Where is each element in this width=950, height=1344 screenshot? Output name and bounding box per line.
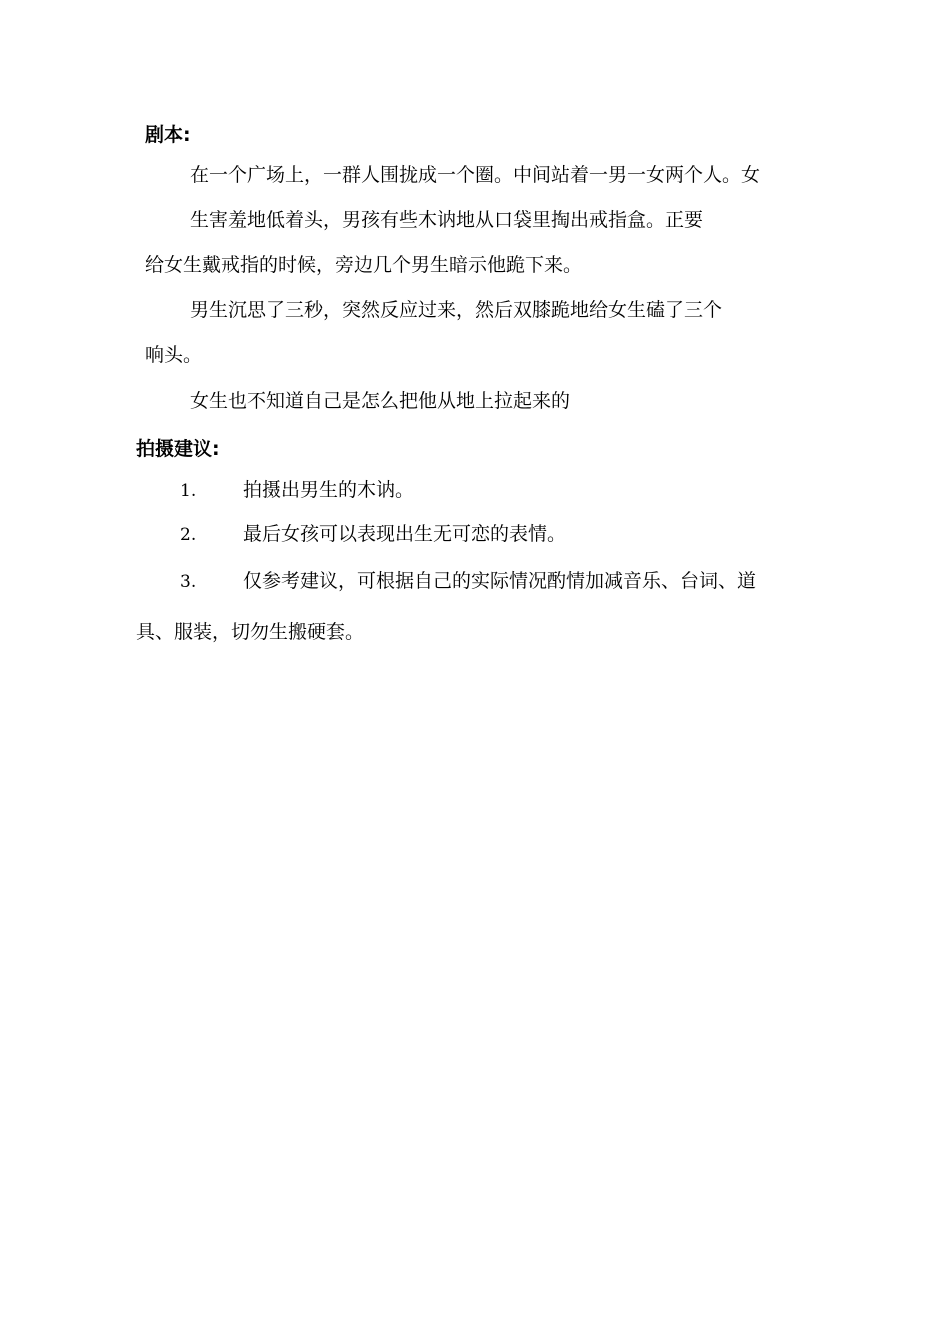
script-line-6: 女生也不知道自己是怎么把他从地上拉起来的 [190,390,571,412]
script-line-1: 在一个广场上，一群人围拢成一个圈。中间站着一男一女两个人。女 [190,164,761,186]
suggestion-text-3: 仅参考建议，可根据自己的实际情况酌情加减音乐、台词、道 [243,570,757,592]
script-heading: 剧本: [145,124,191,146]
script-line-2: 生害羞地低着头，男孩有些木讷地从口袋里掏出戒指盒。正要 [190,209,704,231]
suggestion-text-1: 拍摄出男生的木讷。 [243,479,415,501]
suggestion-text-2: 最后女孩可以表现出生无可恋的表情。 [243,523,567,545]
suggestion-number-2: 2. [180,525,197,545]
suggestions-heading: 拍摄建议: [136,438,220,460]
suggestion-text-3-continuation: 具、服装，切勿生搬硬套。 [136,621,365,643]
script-line-5: 响头。 [145,344,203,366]
script-line-4: 男生沉思了三秒，突然反应过来，然后双膝跪地给女生磕了三个 [190,299,723,321]
suggestion-number-1: 1. [180,481,197,501]
script-line-3: 给女生戴戒指的时候，旁边几个男生暗示他跪下来。 [145,254,583,276]
suggestion-number-3: 3. [180,572,197,592]
